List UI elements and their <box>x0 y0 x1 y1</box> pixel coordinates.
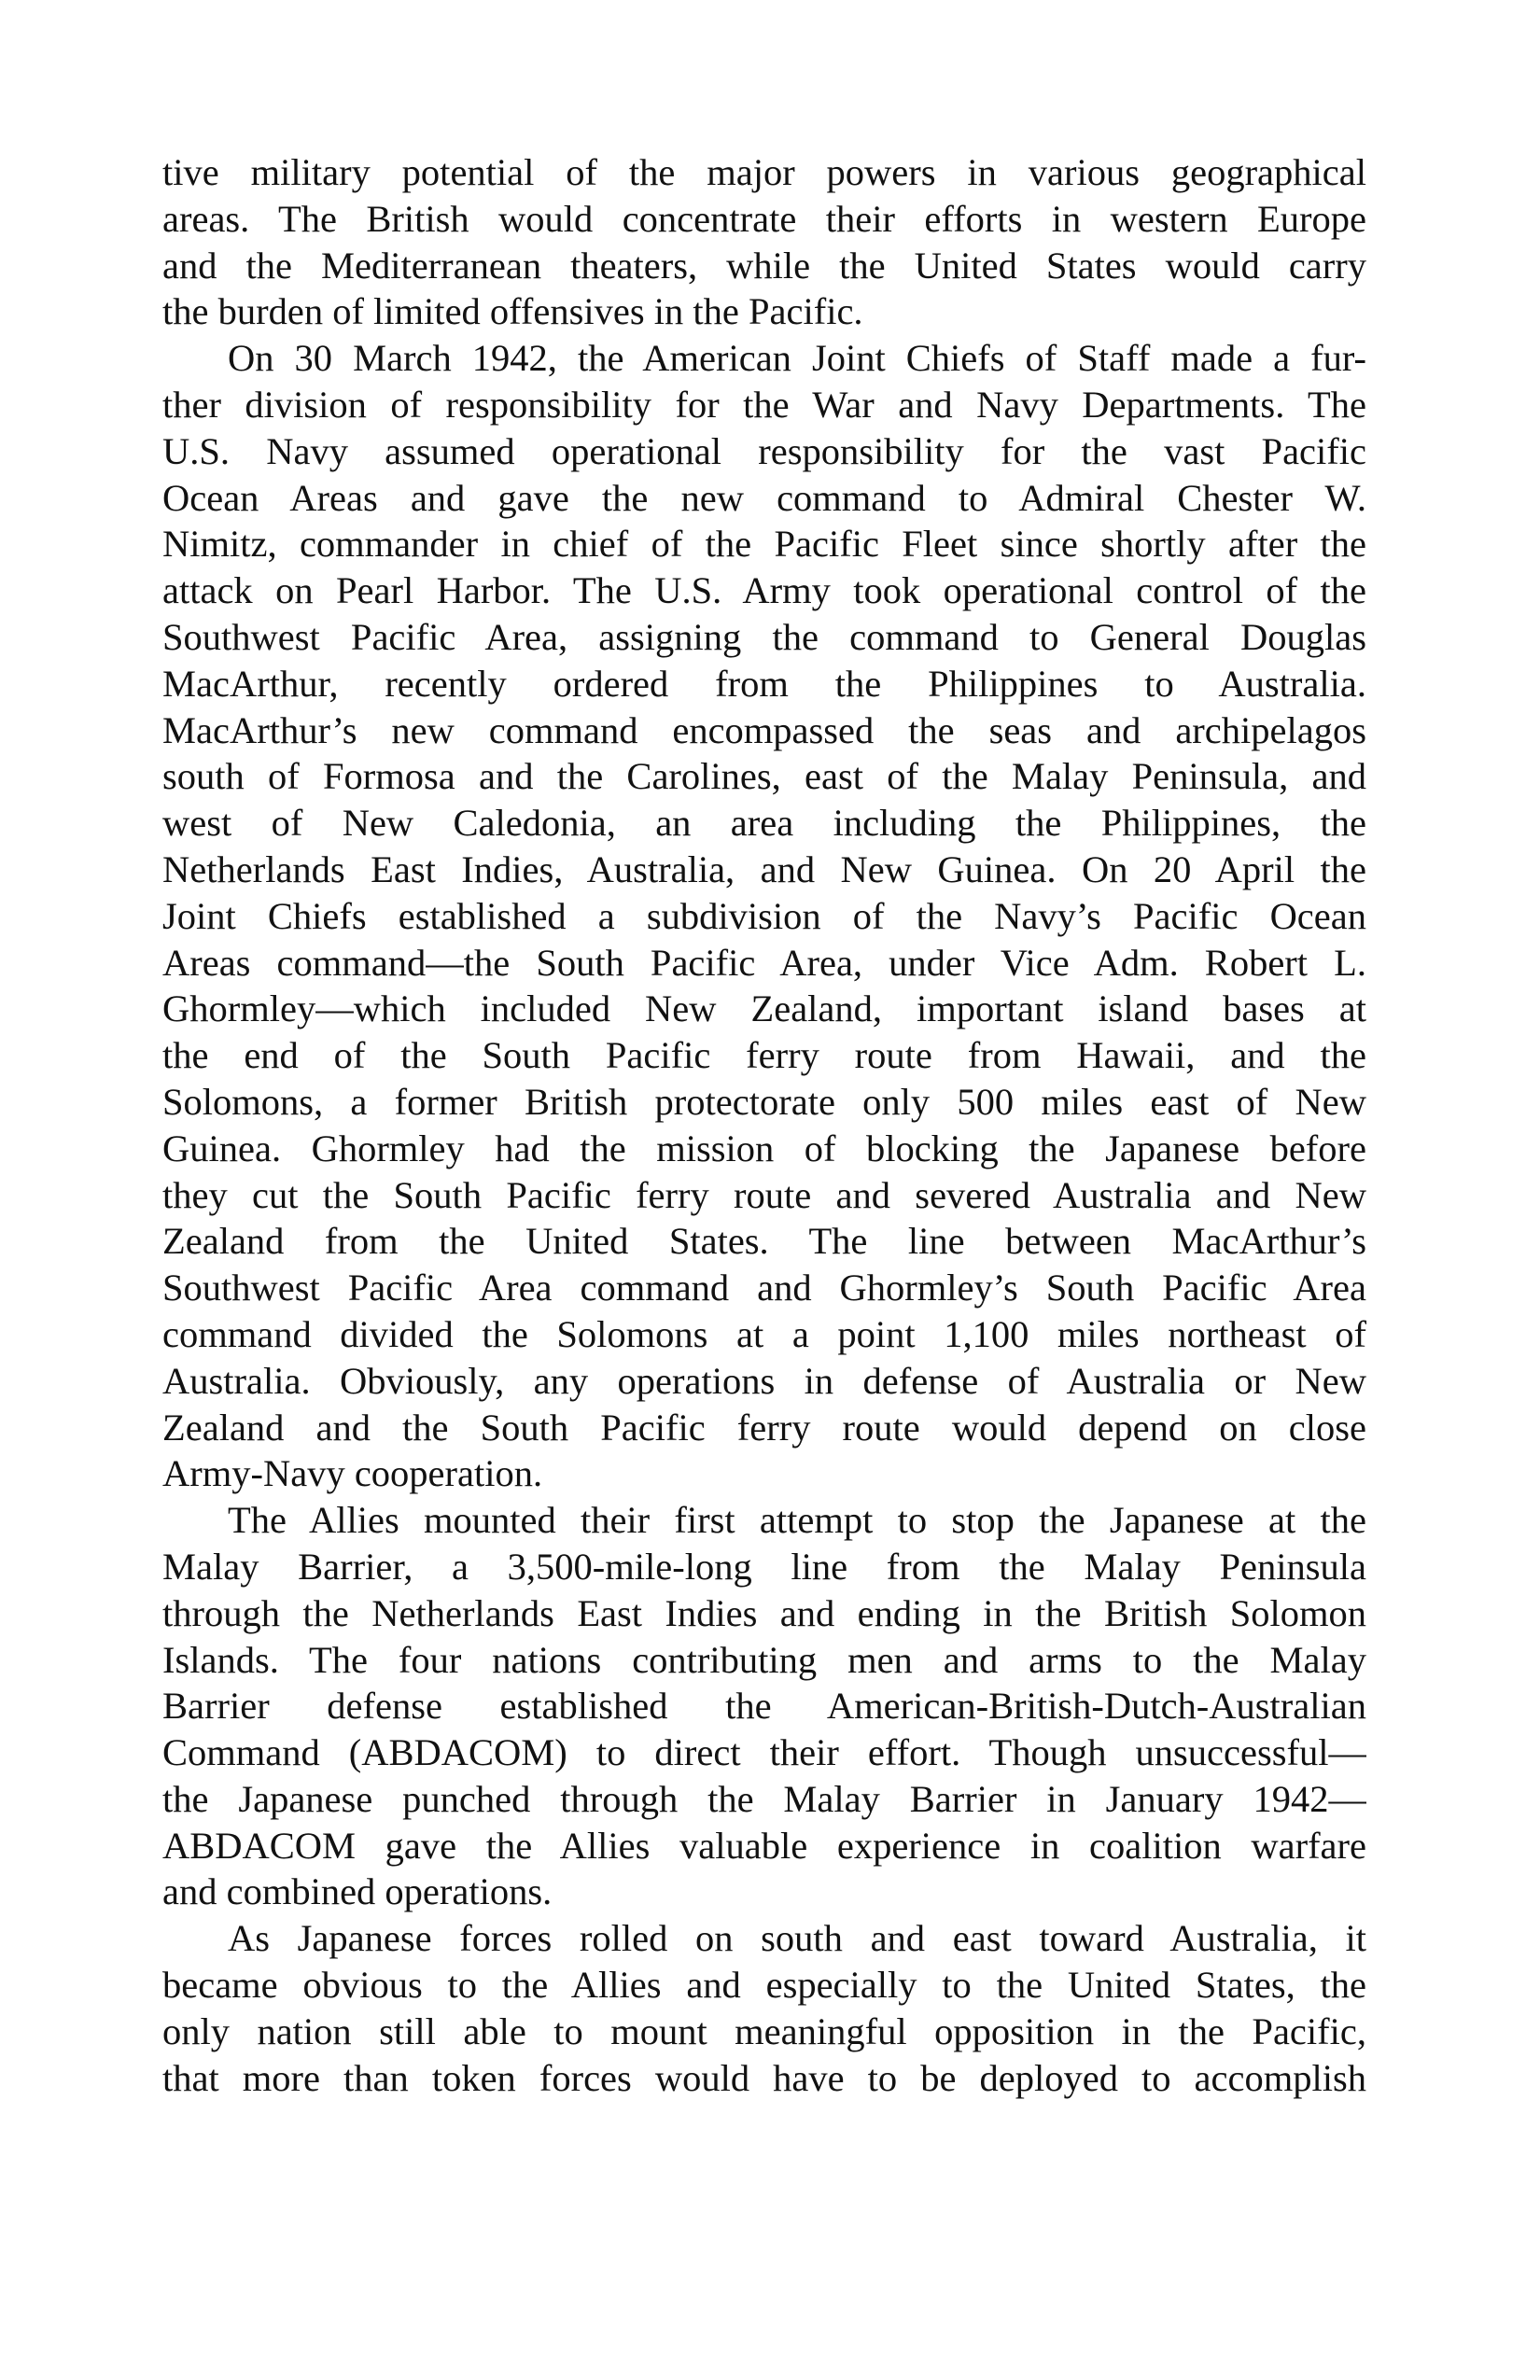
text-line: Ocean Areas and gave the new command to Admiral Chester W. <box>162 476 1366 519</box>
text-line: As Japanese forces rolled on south and east toward Australia, it <box>228 1917 1366 1960</box>
text-line: Netherlands East Indies, Australia, and New Guinea. On 20 April the <box>162 847 1366 890</box>
text-line: Army-Navy cooperation. <box>162 1452 543 1495</box>
text-line: Command (ABDACOM) to direct their effort. Though unsuccessful— <box>162 1731 1366 1774</box>
text-line: U.S. Navy assumed operational responsibility for the vast Pacific <box>162 429 1366 472</box>
text-line: Southwest Pacific Area, assigning the command to General Douglas <box>162 615 1366 658</box>
text-line: through the Netherlands East Indies and ending in the British Solomon <box>162 1591 1366 1634</box>
text-line: The Allies mounted their first attempt to stop the Japanese at the <box>228 1499 1366 1542</box>
text-line: tive military potential of the major powers in various geographical <box>162 151 1366 193</box>
text-line: command divided the Solomons at a point 1,100 miles northeast of <box>162 1312 1366 1355</box>
text-line: west of New Caledonia, an area including the Philippines, the <box>162 802 1366 845</box>
text-line: Ghormley—which included New Zealand, important island bases at <box>162 987 1366 1030</box>
text-line: Southwest Pacific Area command and Ghormley’s South Pacific Area <box>162 1267 1366 1309</box>
text-line: Malay Barrier, a 3,500-mile-long line from the Malay Peninsula <box>162 1545 1366 1588</box>
text-line: Australia. Obviously, any operations in defense of Australia or New <box>162 1359 1366 1402</box>
text-line: Nimitz, commander in chief of the Pacific Fleet since shortly after the <box>162 523 1366 566</box>
text-line: On 30 March 1942, the American Joint Chiefs of Staff made a fur- <box>228 337 1366 380</box>
text-line: ABDACOM gave the Allies valuable experience in coalition warfare <box>162 1824 1366 1867</box>
paragraph-4 <box>162 1915 1366 2101</box>
text-line: south of Formosa and the Carolines, east of the Malay Peninsula, and <box>162 755 1366 798</box>
text-line: the end of the South Pacific ferry route from Hawaii, and the <box>162 1034 1366 1077</box>
text-line: Islands. The four nations contributing men and arms to the Malay <box>162 1638 1366 1681</box>
text-line: they cut the South Pacific ferry route and severed Australia and New <box>162 1173 1366 1216</box>
text-line: areas. The British would concentrate their efforts in western Europe <box>162 197 1366 240</box>
text-line: the burden of limited offensives in the Pacific. <box>162 290 863 333</box>
text-line: Barrier defense established the American-British-Dutch-Australian <box>162 1685 1366 1728</box>
text-line: Guinea. Ghormley had the mission of blocking the Japanese before <box>162 1127 1366 1169</box>
paragraph-2 <box>162 335 1366 1497</box>
paragraph-3 <box>162 1497 1366 1915</box>
text-line: the Japanese punched through the Malay Barrier in January 1942— <box>162 1777 1366 1820</box>
text-line: MacArthur’s new command encompassed the seas and archipelagos <box>162 708 1366 751</box>
text-line: MacArthur, recently ordered from the Philippines to Australia. <box>162 662 1366 705</box>
text-line: attack on Pearl Harbor. The U.S. Army took operational control of the <box>162 569 1366 612</box>
text-line: that more than token forces would have to be deployed to accomplish <box>162 2056 1366 2099</box>
text-line: only nation still able to mount meaningful opposition in the Pacific, <box>162 2009 1366 2052</box>
paragraph-1 <box>162 149 1366 335</box>
text-line: Areas command—the South Pacific Area, under Vice Adm. Robert L. <box>162 941 1366 984</box>
text-line: Zealand and the South Pacific ferry route would depend on close <box>162 1406 1366 1449</box>
text-line: ther division of responsibility for the War and Navy Departments. The <box>162 383 1366 426</box>
text-line: Solomons, a former British protectorate only 500 miles east of New <box>162 1080 1366 1123</box>
text-line: and combined operations. <box>162 1870 553 1913</box>
text-line: became obvious to the Allies and especially to the United States, the <box>162 1964 1366 2007</box>
text-line: Joint Chiefs established a subdivision of the Navy’s Pacific Ocean <box>162 894 1366 937</box>
text-line: and the Mediterranean theaters, while the United States would carry <box>162 244 1366 287</box>
body-text <box>162 149 1366 2101</box>
text-line: Zealand from the United States. The line between MacArthur’s <box>162 1220 1366 1263</box>
